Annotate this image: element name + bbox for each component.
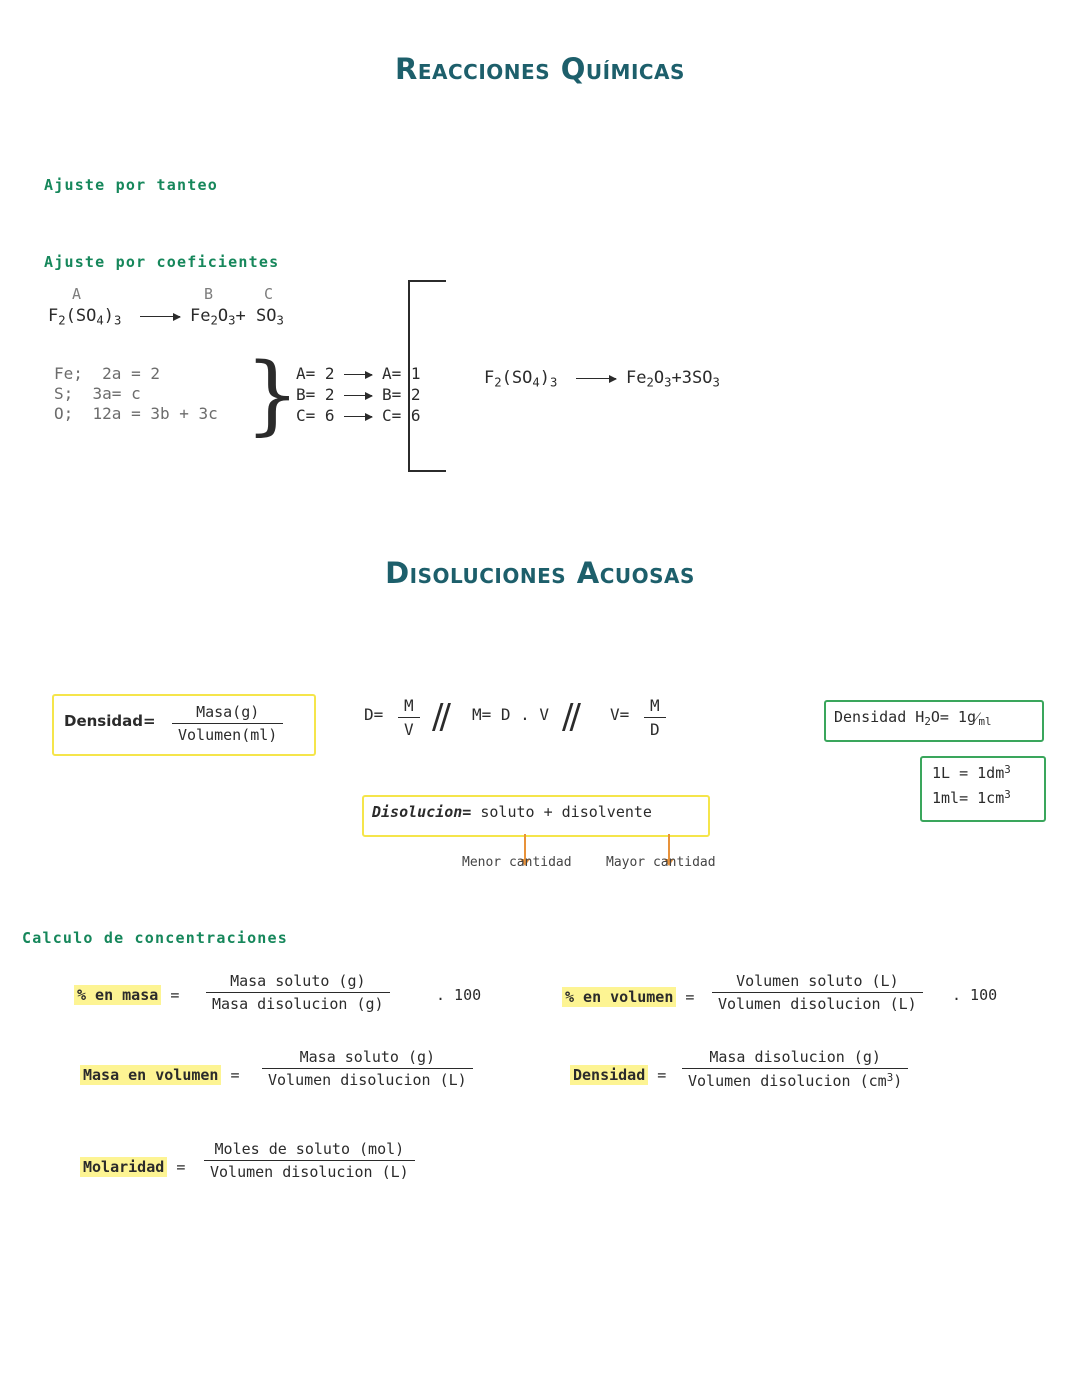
densidad-fraction: [172, 703, 283, 744]
disolucion-label: Disolucion=: [372, 803, 472, 821]
conversion-line-2: [932, 788, 1011, 807]
disolucion-definition-text: [372, 803, 652, 821]
equation-product-unbalanced: $Fe_2O_3+ SO_3$: [190, 306, 284, 328]
coef-arrow-a: [344, 374, 372, 375]
v-label: V=: [610, 705, 630, 724]
v-fraction: [644, 696, 666, 739]
separator-slashes-2: //: [562, 697, 577, 737]
v-denominator: D: [644, 717, 666, 739]
page-title-disoluciones-acuosas: Disoluciones Acuosas: [385, 556, 695, 590]
conv2-sup: 3: [1004, 788, 1011, 801]
fraction-densidad-conc: [682, 1048, 908, 1090]
densidad-agua-text: [834, 708, 992, 728]
den-masa-en-volumen: Volumen disolucion (L): [262, 1068, 473, 1089]
curly-brace-icon: }: [245, 345, 300, 445]
eq-densidad-conc: =: [657, 1066, 667, 1084]
balance-line-o: O; 12a = 3b + 3c: [54, 404, 218, 423]
heading-ajuste-por-tanteo: Ajuste por tanteo: [44, 176, 218, 194]
densidad-agua-unit: $g⁄_{ml}$: [966, 708, 992, 729]
den-densidad-conc: [682, 1068, 908, 1090]
coef-left-c: C= 6: [296, 406, 335, 425]
equation-reactant-balanced: $F_2(SO_4)_3$: [484, 368, 558, 390]
eq-masa-en-volumen: =: [230, 1066, 240, 1084]
label-percent-masa: % en masa: [74, 985, 161, 1005]
separator-slashes-1: //: [432, 697, 447, 737]
equation-reactant-unbalanced: $F_2(SO_4)_3$: [48, 306, 122, 328]
reaction-arrow-1: [140, 316, 180, 317]
coef-arrow-c: [344, 416, 372, 417]
label-percent-volumen: % en volumen: [562, 987, 676, 1007]
den-densidad-post: ): [893, 1071, 903, 1090]
balance-line-fe: Fe; 2a = 2: [54, 364, 160, 383]
formula-masa-en-volumen: [80, 1066, 240, 1084]
conv1-text: 1L = 1dm: [932, 763, 1005, 782]
coef-right-a: A= 1: [382, 364, 421, 383]
eq-percent-volumen: =: [685, 988, 695, 1006]
conv1-sup: 3: [1004, 763, 1011, 776]
tail-percent-volumen: . 100: [952, 986, 998, 1004]
conversion-line-1: [932, 763, 1011, 782]
coef-left-a: A= 2: [296, 364, 335, 383]
densidad-denominator: Volumen(ml): [172, 723, 283, 744]
densidad-agua-sub: 2: [924, 715, 931, 729]
label-b: B: [204, 285, 214, 303]
formula-densidad-conc: [570, 1066, 666, 1084]
den-densidad-sup: 3: [886, 1071, 894, 1084]
label-a: A: [72, 285, 82, 303]
d-denominator: V: [398, 717, 420, 739]
densidad-agua-pre: Densidad H: [834, 708, 925, 726]
densidad-numerator: Masa(g): [196, 703, 260, 721]
coef-right-c: C= 6: [382, 406, 421, 425]
formula-percent-volumen: [562, 988, 694, 1006]
square-bracket-icon: [408, 280, 446, 472]
unit-num: g: [966, 708, 976, 726]
num-densidad-conc: Masa disolucion (g): [709, 1048, 881, 1066]
d-numerator: M: [404, 696, 414, 715]
heading-calculo-de-concentraciones: Calculo de concentraciones: [22, 929, 288, 947]
coef-right-b: B= 2: [382, 385, 421, 404]
den-percent-masa: Masa disolucion (g): [206, 992, 390, 1013]
m-expression: M= D . V: [472, 705, 550, 724]
d-fraction: [398, 696, 420, 739]
den-densidad-pre: Volumen disolucion (cm: [688, 1071, 887, 1090]
note-mayor-cantidad: Mayor cantidad: [606, 855, 716, 870]
fraction-masa-en-volumen: [262, 1048, 473, 1089]
page-title-reacciones-quimicas: Reacciones Químicas: [395, 52, 685, 86]
den-molaridad: Volumen disolucion (L): [204, 1160, 415, 1181]
num-percent-volumen: Volumen soluto (L): [736, 972, 899, 990]
fraction-percent-masa: [206, 972, 390, 1013]
unit-den: ml: [978, 715, 992, 729]
num-percent-masa: Masa soluto (g): [230, 972, 366, 990]
v-numerator: M: [650, 696, 660, 715]
den-percent-volumen: Volumen disolucion (L): [712, 992, 923, 1013]
d-label: D=: [364, 705, 384, 724]
reaction-arrow-2: [576, 378, 616, 379]
conv2-text: 1ml= 1cm: [932, 788, 1005, 807]
eq-molaridad: =: [176, 1158, 186, 1176]
fraction-molaridad: [204, 1140, 415, 1181]
num-molaridad: Moles de soluto (mol): [214, 1140, 405, 1158]
balance-line-s: S; 3a= c: [54, 384, 141, 403]
coef-left-b: B= 2: [296, 385, 335, 404]
label-molaridad: Molaridad: [80, 1157, 167, 1177]
densidad-agua-mid: O= 1: [930, 708, 967, 726]
densidad-label: Densidad=: [64, 712, 156, 730]
num-masa-en-volumen: Masa soluto (g): [299, 1048, 436, 1066]
coef-arrow-b: [344, 395, 372, 396]
equation-product-balanced: $Fe_2O_3+3SO_3$: [626, 368, 720, 390]
heading-ajuste-por-coeficientes: Ajuste por coeficientes: [44, 253, 280, 271]
label-densidad-conc: Densidad: [570, 1065, 648, 1085]
formula-molaridad: [80, 1158, 185, 1176]
eq-percent-masa: =: [170, 986, 180, 1004]
label-masa-en-volumen: Masa en volumen: [80, 1065, 221, 1085]
note-menor-cantidad: Menor cantidad: [462, 855, 572, 870]
tail-percent-masa: . 100: [436, 986, 482, 1004]
fraction-percent-volumen: [712, 972, 923, 1013]
formula-percent-masa: [74, 986, 179, 1004]
label-c: C: [264, 285, 274, 303]
disolucion-rest: soluto + disolvente: [471, 803, 652, 821]
